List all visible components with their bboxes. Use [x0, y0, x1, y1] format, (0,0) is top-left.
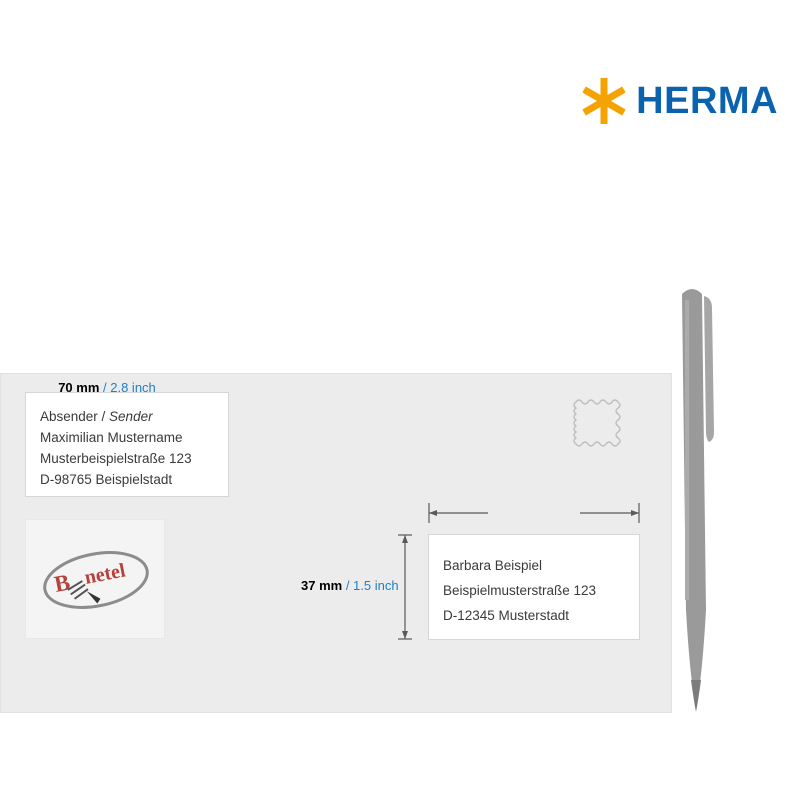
asterisk-icon — [582, 78, 626, 124]
sender-caption: Absender / — [40, 409, 110, 424]
sender-label — [25, 392, 229, 497]
recipient-line-2: Beispielmusterstraße 123 — [443, 583, 597, 598]
height-separator: / — [342, 578, 354, 593]
recipient-label — [428, 534, 640, 640]
width-separator: / — [99, 380, 111, 395]
height-imperial: 1.5 inch — [353, 578, 399, 593]
width-metric: 70 mm — [58, 380, 100, 395]
svg-text:B: B — [52, 569, 73, 597]
sample-sticker — [25, 519, 165, 639]
envelope — [0, 373, 672, 713]
width-imperial: 2.8 inch — [110, 380, 156, 395]
width-dimension-label — [1, 380, 213, 395]
svg-text:netel: netel — [82, 559, 128, 589]
width-dimension-line — [428, 499, 640, 525]
recipient-line-1: Barbara Beispiel — [443, 558, 543, 573]
pen-illustration — [668, 280, 738, 720]
brand-name: HERMA — [636, 80, 778, 122]
height-dimension-line — [396, 534, 414, 640]
sender-line-2: Maximilian Mustername — [40, 430, 183, 445]
recipient-line-3: D-12345 Musterstadt — [443, 608, 570, 623]
sender-line-4: D-98765 Beispielstadt — [40, 472, 173, 487]
sender-line-3: Musterbeispielstraße 123 — [40, 451, 192, 466]
height-metric: 37 mm — [301, 578, 343, 593]
stamp-outline-icon — [571, 396, 631, 458]
sender-caption-italic: Sender — [109, 409, 153, 424]
height-dimension-label — [301, 578, 399, 593]
sender-line-1 — [40, 406, 214, 427]
brand-logo — [582, 78, 778, 124]
